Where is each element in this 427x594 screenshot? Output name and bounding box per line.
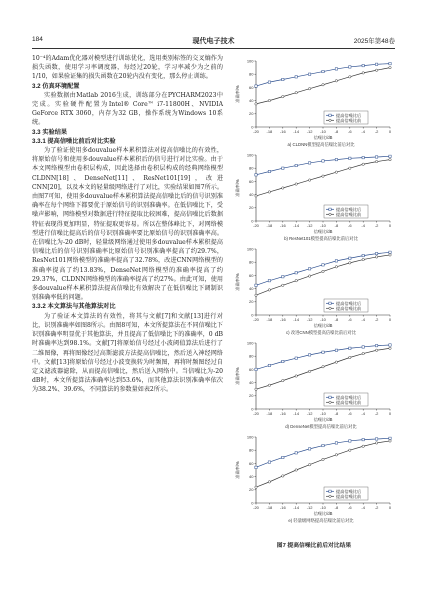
line-chart: [232, 149, 396, 243]
y-axis-label: 准确率/%: [235, 273, 240, 291]
y-tick-label: 0: [251, 218, 254, 224]
legend-label: 提高信噪比前: [336, 399, 362, 405]
data-point: [322, 366, 324, 368]
y-tick-label: 80: [249, 259, 254, 265]
x-tick-label: 0: [388, 223, 392, 228]
y-tick-label: 80: [249, 353, 254, 359]
y-tick-label: 20: [249, 393, 254, 399]
text-column: [32, 54, 223, 395]
data-point: [255, 284, 257, 286]
y-axis-label: 准确率/%: [235, 367, 240, 385]
data-point: [282, 78, 284, 80]
data-point: [308, 370, 310, 372]
x-tick-label: -18: [266, 223, 273, 228]
data-point: [362, 254, 364, 256]
data-point: [308, 464, 310, 466]
data-point: [282, 187, 284, 189]
data-point: [295, 469, 297, 471]
paragraph: 为了验证本文算法的有效性，将其与文献[7]和文献[13]进行对比，识别准确率如图8所示。由图8可知，本文所提算法在不同信噪比下识别准确率明显优于其他算法，并且提高了低信噪比下的准确率，0 dB时准确率达到98.1%。文献[7]将原始信号经过小波阈值算法后进行了二维图像，再将图像经过高斯滤波方法提高信噪比，然后送入神经网络中。文献[13]将原始信号经过小波变换转为时频图，再将时频图经过自定义滤波器滤除，从而提高信噪比，然后送入网络中。当信噪比为-20 dB时，本文所提算法准确率达到53.6%，而其他算法识别准确率依次为38.2%、39.6%，不同算法的参数量如表2所示。: [32, 312, 223, 394]
data-point: [255, 195, 257, 197]
data-point: [282, 284, 284, 286]
data-point: [389, 347, 391, 349]
data-point: [335, 266, 337, 268]
data-point: [295, 91, 297, 93]
series-line: [256, 441, 390, 487]
legend-label: 提高信噪比前: [336, 493, 362, 499]
line-chart: [232, 431, 396, 525]
panel-caption: a) CLDNN模型提高信噪比前后对比: [287, 142, 355, 147]
x-axis-label: 信噪比/dB: [313, 229, 333, 234]
y-tick-label: 20: [249, 487, 254, 493]
data-point: [268, 170, 270, 172]
data-point: [322, 160, 324, 162]
data-point: [349, 167, 351, 169]
data-point: [268, 279, 270, 281]
x-tick-label: -20: [253, 129, 259, 134]
y-tick-label: 100: [246, 58, 254, 64]
x-axis-label: 信噪比/dB: [313, 323, 333, 328]
data-point: [268, 364, 270, 366]
x-tick-label: -14: [293, 129, 300, 134]
data-point: [335, 442, 337, 444]
y-tick-label: 100: [246, 434, 254, 440]
legend-marker: [329, 114, 331, 116]
data-point: [375, 156, 377, 158]
section-heading: 3.3 实验结果: [32, 128, 68, 136]
x-tick-label: -8: [334, 317, 339, 322]
data-point: [308, 448, 310, 450]
legend-marker: [329, 119, 331, 121]
legend-label: 提高信噪比后: [336, 206, 362, 212]
data-point: [295, 272, 297, 274]
x-tick-label: -20: [253, 505, 259, 510]
y-tick-label: 0: [251, 500, 254, 506]
running-header: [32, 36, 395, 48]
x-tick-label: -8: [334, 129, 339, 134]
x-tick-label: -18: [266, 317, 273, 322]
data-point: [375, 256, 377, 258]
legend-marker: [329, 307, 331, 309]
legend-marker: [329, 213, 331, 215]
legend-marker: [329, 490, 331, 492]
x-tick-label: -20: [253, 411, 259, 416]
data-point: [349, 347, 351, 349]
data-point: [322, 175, 324, 177]
series-line: [256, 438, 390, 467]
data-point: [308, 88, 310, 90]
data-point: [389, 440, 391, 442]
x-tick-label: -16: [279, 223, 286, 228]
data-point: [255, 294, 257, 296]
data-point: [308, 275, 310, 277]
x-tick-label: -14: [293, 505, 300, 510]
y-tick-label: 60: [249, 178, 254, 184]
y-tick-label: 100: [246, 340, 254, 346]
data-point: [362, 352, 364, 354]
x-tick-label: -12: [306, 317, 313, 322]
data-point: [349, 66, 351, 68]
figure-caption: 图7 提高信噪比前后对比结果: [276, 543, 352, 549]
y-axis-label: 准确率/%: [235, 461, 240, 479]
y-axis-label: 准确率/%: [235, 85, 240, 103]
series-line: [256, 156, 390, 174]
subsection-heading: 3.3.1 提高信噪比前后对比实验: [32, 137, 116, 145]
data-point: [389, 437, 391, 439]
y-tick-label: 60: [249, 460, 254, 466]
legend-marker: [329, 302, 331, 304]
data-point: [335, 361, 337, 363]
y-tick-label: 80: [249, 447, 254, 453]
data-point: [362, 258, 364, 260]
data-point: [295, 357, 297, 359]
x-tick-label: -6: [348, 129, 352, 134]
data-point: [268, 461, 270, 463]
data-point: [322, 458, 324, 460]
x-tick-label: -16: [279, 129, 286, 134]
x-tick-label: 0: [388, 129, 392, 134]
series-line: [256, 252, 390, 285]
x-tick-label: -10: [320, 223, 326, 228]
data-point: [322, 70, 324, 72]
data-point: [362, 163, 364, 165]
x-tick-label: -16: [279, 411, 286, 416]
volume-info: 2025年第48卷: [353, 38, 395, 45]
data-point: [375, 63, 377, 65]
x-tick-label: -10: [320, 505, 326, 510]
x-tick-label: -4: [361, 317, 365, 322]
legend-marker: [329, 396, 331, 398]
data-point: [268, 81, 270, 83]
data-point: [362, 346, 364, 348]
header-rule: [32, 48, 395, 49]
data-point: [375, 344, 377, 346]
data-point: [295, 452, 297, 454]
legend-label: 提高信噪比后: [336, 488, 362, 494]
line-chart: [232, 337, 396, 431]
series-line: [256, 255, 390, 295]
x-tick-label: -4: [361, 505, 365, 510]
data-point: [389, 155, 391, 157]
x-tick-label: -18: [266, 505, 273, 510]
legend-label: 提高信噪比后: [336, 300, 362, 306]
legend-marker: [329, 495, 331, 497]
data-point: [255, 486, 257, 488]
data-point: [375, 160, 377, 162]
x-tick-label: -8: [334, 223, 339, 228]
series-line: [256, 348, 390, 389]
data-point: [308, 162, 310, 164]
x-tick-label: -8: [334, 505, 339, 510]
legend-label: 提高信噪比前: [336, 211, 362, 217]
data-point: [349, 257, 351, 259]
data-point: [308, 73, 310, 75]
y-tick-label: 40: [249, 286, 254, 291]
chart-panel: [232, 431, 396, 525]
x-tick-label: -20: [253, 223, 259, 228]
legend-label: 提高信噪比前: [336, 305, 362, 311]
data-point: [362, 156, 364, 158]
x-axis-label: 信噪比/dB: [313, 511, 333, 516]
x-tick-label: -6: [348, 223, 352, 228]
data-point: [362, 445, 364, 447]
panel-caption: e) 轻量级网络提高信噪比前后对比: [288, 518, 354, 523]
y-tick-label: 60: [249, 366, 254, 372]
data-point: [335, 171, 337, 173]
data-point: [268, 99, 270, 101]
data-point: [255, 103, 257, 105]
x-tick-label: -12: [306, 223, 313, 228]
series-line: [256, 160, 390, 196]
x-tick-label: -4: [361, 411, 365, 416]
legend-marker: [329, 401, 331, 403]
chart-panel: [232, 337, 396, 431]
panel-caption: c) 改进CNN模型提高信噪比前后对比: [286, 330, 356, 335]
y-tick-label: 40: [249, 192, 254, 197]
x-tick-label: -2: [374, 505, 379, 510]
legend-label: 提高信噪比前: [336, 117, 362, 123]
x-axis-label: 信噪比/dB: [313, 417, 333, 422]
x-tick-label: -14: [293, 317, 300, 322]
y-tick-label: 100: [246, 246, 254, 252]
data-point: [322, 270, 324, 272]
data-point: [389, 66, 391, 68]
data-point: [349, 356, 351, 358]
data-point: [389, 254, 391, 256]
x-axis-label: 信噪比/dB: [313, 135, 333, 140]
data-point: [375, 442, 377, 444]
data-point: [282, 475, 284, 477]
data-point: [375, 69, 377, 71]
x-tick-label: -2: [374, 411, 379, 416]
y-tick-label: 0: [251, 124, 254, 130]
data-point: [335, 260, 337, 262]
x-tick-label: -4: [361, 223, 365, 228]
x-tick-label: -8: [334, 411, 339, 416]
figure-7: [232, 55, 396, 525]
data-point: [349, 440, 351, 442]
x-tick-label: -4: [361, 129, 365, 134]
panel-caption: b) ResNet101模型提高信噪比前后对比: [284, 236, 358, 241]
x-tick-label: -20: [253, 317, 259, 322]
data-point: [349, 157, 351, 159]
paragraph: 为了验证使用多douvalue样本累积算法对提高信噪比的有效性，将原始信号和使用多douvalue样本累积后的信号进行对比实验。由于本文网络模型由卷积层构成，因此选择由卷积层构成的经典网络模型CLDNN[18]、DenseNet[11]、ResNet101[19]，改进CNN[20]，以及本文的轻量级网络进行了对比，实验结果如图7所示。由图7可知，使用多douvalue样本累积算法提高信噪比后的信号识别准确率在每个网络下都要优于原始信号的识别准确率。在低信噪比下，受噪声影响，网络模型对数据进行特征提取比较困难，提高信噪比后数据特征表现得更加明显，特征提取更容易。所以在整体峰比下，对网络模型进行信噪比提高后的信号识别准确率要比原始信号的识别准确率高。在信噪比为-20 dB时，轻量级网络通过使用多douvalue样本累积提高信噪比后的信号识别准确率比原始信号识别准确率提高了约29.7%，ResNet101网络模型的准确率提高了32.78%，改进CNN网络模型的准确率提高了约13.83%，DenseNet网络模型的准确率提高了约29.37%，CLDNN网络模型的准确率提高了约27%。由此可知，使用多douvalue样本累积算法提高信噪比有效解决了在低信噪比下调制识别准确率低的问题。: [32, 147, 223, 302]
data-point: [282, 276, 284, 278]
y-tick-label: 60: [249, 84, 254, 90]
data-point: [322, 444, 324, 446]
y-tick-label: 0: [251, 312, 254, 318]
y-axis-label: 准确率/%: [235, 179, 240, 197]
paragraph: 10⁻⁴的Adam优化器对模型进行训练优化，选用类别标签的交叉熵作为损失函数，使用学习率调度器，每经过20轮，学习率减少为之前的1/10，如果验证集的损失函数在20轮内没有变化，那么停止训练。: [32, 55, 223, 81]
x-tick-label: -12: [306, 129, 313, 134]
line-chart: [232, 243, 396, 337]
data-point: [375, 438, 377, 440]
x-tick-label: -18: [266, 411, 273, 416]
data-point: [308, 179, 310, 181]
x-tick-label: -16: [279, 317, 286, 322]
data-point: [282, 95, 284, 97]
chart-panel: [232, 243, 396, 337]
legend-marker: [329, 208, 331, 210]
data-point: [295, 164, 297, 166]
data-point: [308, 354, 310, 356]
x-tick-label: -14: [293, 411, 300, 416]
data-point: [295, 183, 297, 185]
x-tick-label: -10: [320, 129, 326, 134]
data-point: [268, 191, 270, 193]
data-point: [335, 80, 337, 82]
data-point: [362, 438, 364, 440]
y-tick-label: 80: [249, 71, 254, 77]
line-chart: [232, 55, 396, 149]
x-tick-label: -10: [320, 411, 326, 416]
data-point: [322, 84, 324, 86]
series-line: [256, 64, 390, 86]
y-tick-label: 20: [249, 111, 254, 117]
data-point: [295, 279, 297, 281]
chart-panel: [232, 149, 396, 243]
data-point: [308, 268, 310, 270]
x-tick-label: -6: [348, 317, 352, 322]
x-tick-label: -2: [374, 223, 379, 228]
data-point: [389, 158, 391, 160]
legend-label: 提高信噪比后: [336, 394, 362, 400]
data-point: [349, 449, 351, 451]
x-tick-label: 0: [388, 505, 392, 510]
x-tick-label: -14: [293, 223, 300, 228]
x-tick-label: 0: [388, 317, 392, 322]
subsection-heading: 3.3.2 本文算法与其他算法对比: [32, 303, 116, 311]
paragraph: 实验数据由Matlab 2016生成，训练部分在PYCHARM2023中完成。实验硬件配置为Intel® Core™ i7-11800H、NVIDIA GeForce RTX 3060，内存为32 GB，操作系统为Windows 10系统。: [32, 91, 223, 127]
y-tick-label: 20: [249, 205, 254, 211]
x-tick-label: -12: [306, 505, 313, 510]
data-point: [389, 62, 391, 64]
data-point: [349, 76, 351, 78]
data-point: [362, 72, 364, 74]
data-point: [282, 456, 284, 458]
x-tick-label: -6: [348, 505, 352, 510]
data-point: [295, 76, 297, 78]
data-point: [335, 158, 337, 160]
data-point: [322, 264, 324, 266]
data-point: [282, 379, 284, 381]
data-point: [335, 454, 337, 456]
y-tick-label: 40: [249, 380, 254, 385]
page-number: 184: [32, 36, 43, 43]
data-point: [362, 64, 364, 66]
y-tick-label: 100: [246, 152, 254, 158]
data-point: [255, 85, 257, 87]
data-point: [255, 368, 257, 370]
data-point: [268, 384, 270, 386]
data-point: [255, 174, 257, 176]
y-tick-label: 60: [249, 272, 254, 278]
x-tick-label: -16: [279, 505, 286, 510]
x-tick-label: -10: [320, 317, 326, 322]
data-point: [282, 360, 284, 362]
data-point: [389, 251, 391, 253]
y-tick-label: 40: [249, 98, 254, 103]
x-tick-label: -2: [374, 317, 379, 322]
y-tick-label: 40: [249, 474, 254, 479]
journal-title: 现代电子技术: [192, 38, 235, 45]
x-tick-label: -12: [306, 411, 313, 416]
legend-label: 提高信噪比后: [336, 112, 362, 118]
panel-caption: d) DenseNet模型提高信噪比前后对比: [285, 424, 357, 429]
data-point: [255, 466, 257, 468]
chart-panel: [232, 55, 396, 149]
data-point: [375, 252, 377, 254]
y-tick-label: 0: [251, 406, 254, 412]
data-point: [282, 167, 284, 169]
y-tick-label: 20: [249, 299, 254, 305]
section-heading: 3.2 仿真环境配置: [32, 82, 80, 90]
y-tick-label: 80: [249, 165, 254, 171]
data-point: [322, 351, 324, 353]
data-point: [295, 375, 297, 377]
x-tick-label: -2: [374, 129, 379, 134]
x-tick-label: -18: [266, 129, 273, 134]
data-point: [349, 262, 351, 264]
data-point: [255, 388, 257, 390]
data-point: [268, 481, 270, 483]
data-point: [335, 349, 337, 351]
data-point: [335, 68, 337, 70]
x-tick-label: 0: [388, 411, 392, 416]
data-point: [375, 349, 377, 351]
data-point: [268, 289, 270, 291]
x-tick-label: -6: [348, 411, 352, 416]
data-point: [389, 344, 391, 346]
